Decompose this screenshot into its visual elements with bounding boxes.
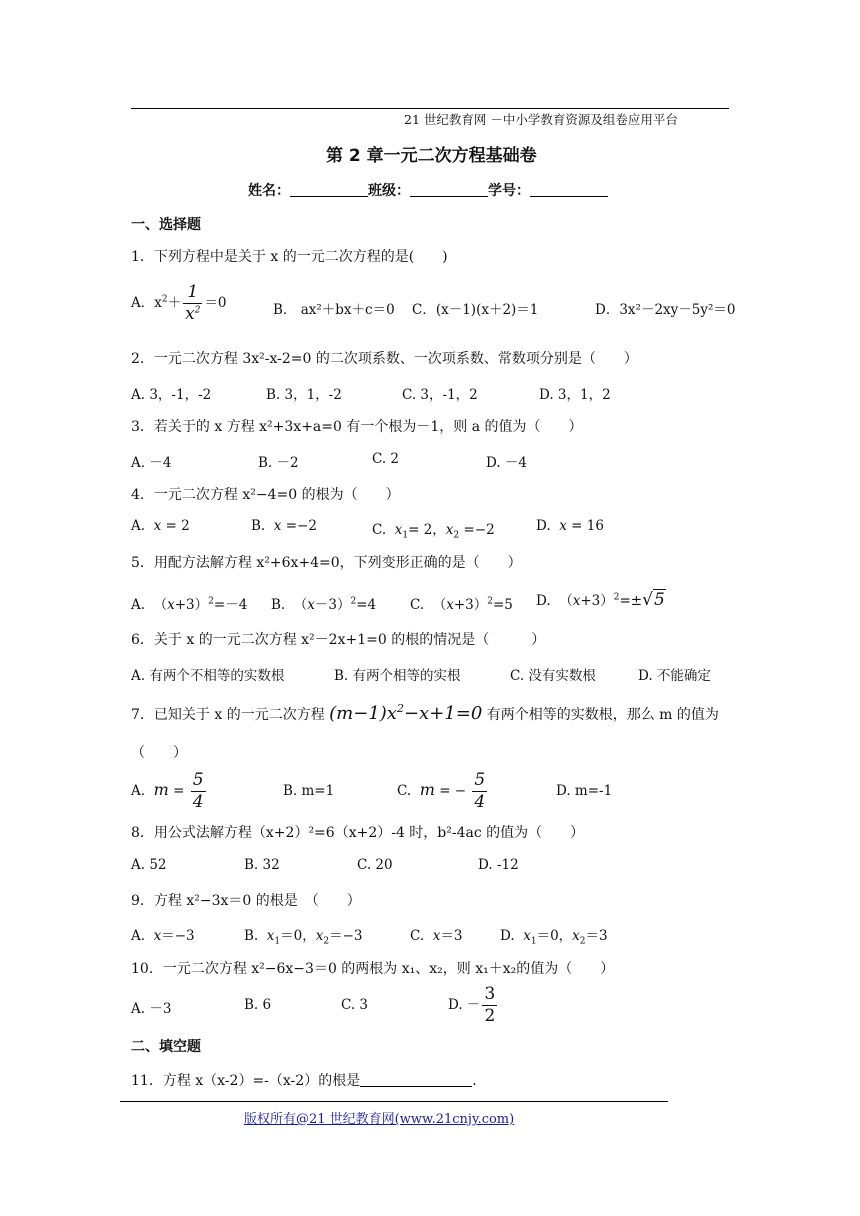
section-fill: 二、填空题 (131, 1039, 201, 1055)
q5-option-b: B. $(x-3)^2=4$ (271, 596, 377, 613)
q10-option-b: B. 6 (244, 997, 272, 1013)
q2-option-d: D. 3，1，2 (539, 387, 611, 403)
footer-rule (120, 1101, 668, 1102)
name-label: 姓名： (248, 183, 290, 199)
q4-option-b: B. x =−2 (251, 518, 317, 534)
q5-option-a: A. $(x+3)^2=-4$ (131, 596, 248, 613)
q2-stem: 2．一元二次方程 3x²-x-2=0 的二次项系数、一次项系数、常数项分别是（ ） (131, 351, 638, 367)
q4-option-a: A. x = 2 (131, 518, 190, 534)
q8-option-d: D. -12 (478, 857, 519, 873)
section-choice: 一、选择题 (131, 217, 201, 233)
q3-option-a: A. －4 (131, 455, 172, 471)
q11-stem: 11．方程 x（x-2）=-（x-2）的根是 . (131, 1073, 477, 1089)
class-blank[interactable] (410, 196, 488, 197)
q8-option-a: A. 52 (131, 857, 167, 873)
q7-paren: （ ） (131, 745, 187, 761)
q2-option-c: C. 3，-1，2 (402, 387, 478, 403)
q7-option-b: B. m=1 (283, 783, 335, 799)
q3-option-d: D. －4 (486, 455, 528, 471)
q9-option-b: B. $x_1=0$，$x_2=-3$ (244, 928, 363, 947)
q10-option-c: C. 3 (341, 997, 369, 1013)
q9-option-c: C. x＝3 (410, 928, 463, 944)
q10-stem: 10．一元二次方程 x²−6x−3＝0 的两根为 x₁、x₂，则 x₁＋x₂的值为（ ） (131, 961, 615, 977)
q1-fraction: $\frac{1}{x^2}$ (185, 282, 201, 324)
q7-option-a: A. m = $\frac{5}{4}$ (131, 770, 204, 812)
q2-option-a: A. 3，-1，-2 (131, 387, 212, 403)
q8-stem: 8．用公式法解方程（x+2）²=6（x+2）-4 时，b²-4ac 的值为（ ） (131, 825, 585, 841)
header-rule (131, 108, 729, 109)
q7-stem: 7．已知关于 x 的一元二次方程 $(m-1)x^2-x+1=0$ 有两个相等的实数根，那么 m 的值为 (131, 702, 719, 724)
q6-option-d: D. 不能确定 (638, 668, 711, 684)
q11-answer-blank[interactable] (360, 1086, 472, 1087)
q1-stem: 1．下列方程中是关于 x 的一元二次方程的是( ) (131, 249, 448, 265)
q1-option-a: A．$x^2+$ $\frac{1}{x^2}$ ＝0 (131, 282, 227, 324)
q6-stem: 6．关于 x 的一元二次方程 x²－2x+1=0 的根的情况是（ ） (131, 632, 546, 648)
page-title: 第 2 章一元二次方程基础卷 (326, 146, 537, 166)
sqrt-symbol: √5 (642, 590, 665, 610)
q1-option-b: B． ax²＋bx＋c＝0 (273, 302, 395, 318)
q10-option-d: D. － $\frac{3}{2}$ (448, 984, 496, 1026)
id-label: 学号： (488, 183, 530, 199)
q8-option-c: C. 20 (357, 857, 393, 873)
q5-option-d: D. $(x+3)^2=\pm√5$ (536, 590, 665, 610)
header-text: 21 世纪教育网 －中小学教育资源及组卷应用平台 (404, 112, 678, 127)
q2-option-b: B. 3，1，-2 (266, 387, 342, 403)
q7-equation: $(m-1)x^2-x+1=0$ (329, 702, 483, 724)
q3-option-c: C. 2 (372, 451, 400, 467)
q6-option-b: B. 有两个相等的实根 (334, 668, 461, 684)
q7-option-c: C. m = − $\frac{5}{4}$ (397, 770, 486, 812)
q3-stem: 3．若关于的 x 方程 x²+3x+a=0 有一个根为－1，则 a 的值为（ ） (131, 419, 583, 435)
q4-option-c: C. $x_1= 2$，$x_2 =-2$ (372, 522, 495, 541)
q10-option-a: A. －3 (131, 1001, 172, 1017)
q5-stem: 5．用配方法解方程 x²+6x+4=0，下列变形正确的是（ ） (131, 555, 522, 571)
student-info (248, 180, 608, 200)
q4-stem: 4．一元二次方程 x²−4=0 的根为（ ） (131, 487, 400, 503)
q1-option-d: D．3x²－2xy－5y²＝0 (595, 302, 736, 318)
q8-option-b: B. 32 (244, 857, 280, 873)
class-label: 班级： (368, 183, 410, 199)
q9-stem: 9．方程 x²−3x＝0 的根是 （ ） (131, 893, 361, 909)
q9-option-d: D. $x_1=0$，$x_2=3$ (500, 928, 608, 947)
q5-option-c: C. $(x+3)^2=5$ (410, 596, 513, 613)
q3-option-b: B. －2 (258, 455, 299, 471)
q6-option-a: A. 有两个不相等的实数根 (131, 668, 285, 684)
q6-option-c: C. 没有实数根 (510, 668, 596, 684)
id-blank[interactable] (530, 196, 608, 197)
q4-option-d: D. x = 16 (536, 518, 604, 534)
q7-option-d: D. m=-1 (556, 783, 613, 799)
footer-link[interactable]: 版权所有@21 世纪教育网(www.21cnjy.com) (244, 1112, 515, 1127)
q1-option-c: C．(x－1)(x＋2)＝1 (412, 302, 539, 318)
name-blank[interactable] (290, 196, 368, 197)
q9-option-a: A. x＝−3 (131, 928, 195, 944)
